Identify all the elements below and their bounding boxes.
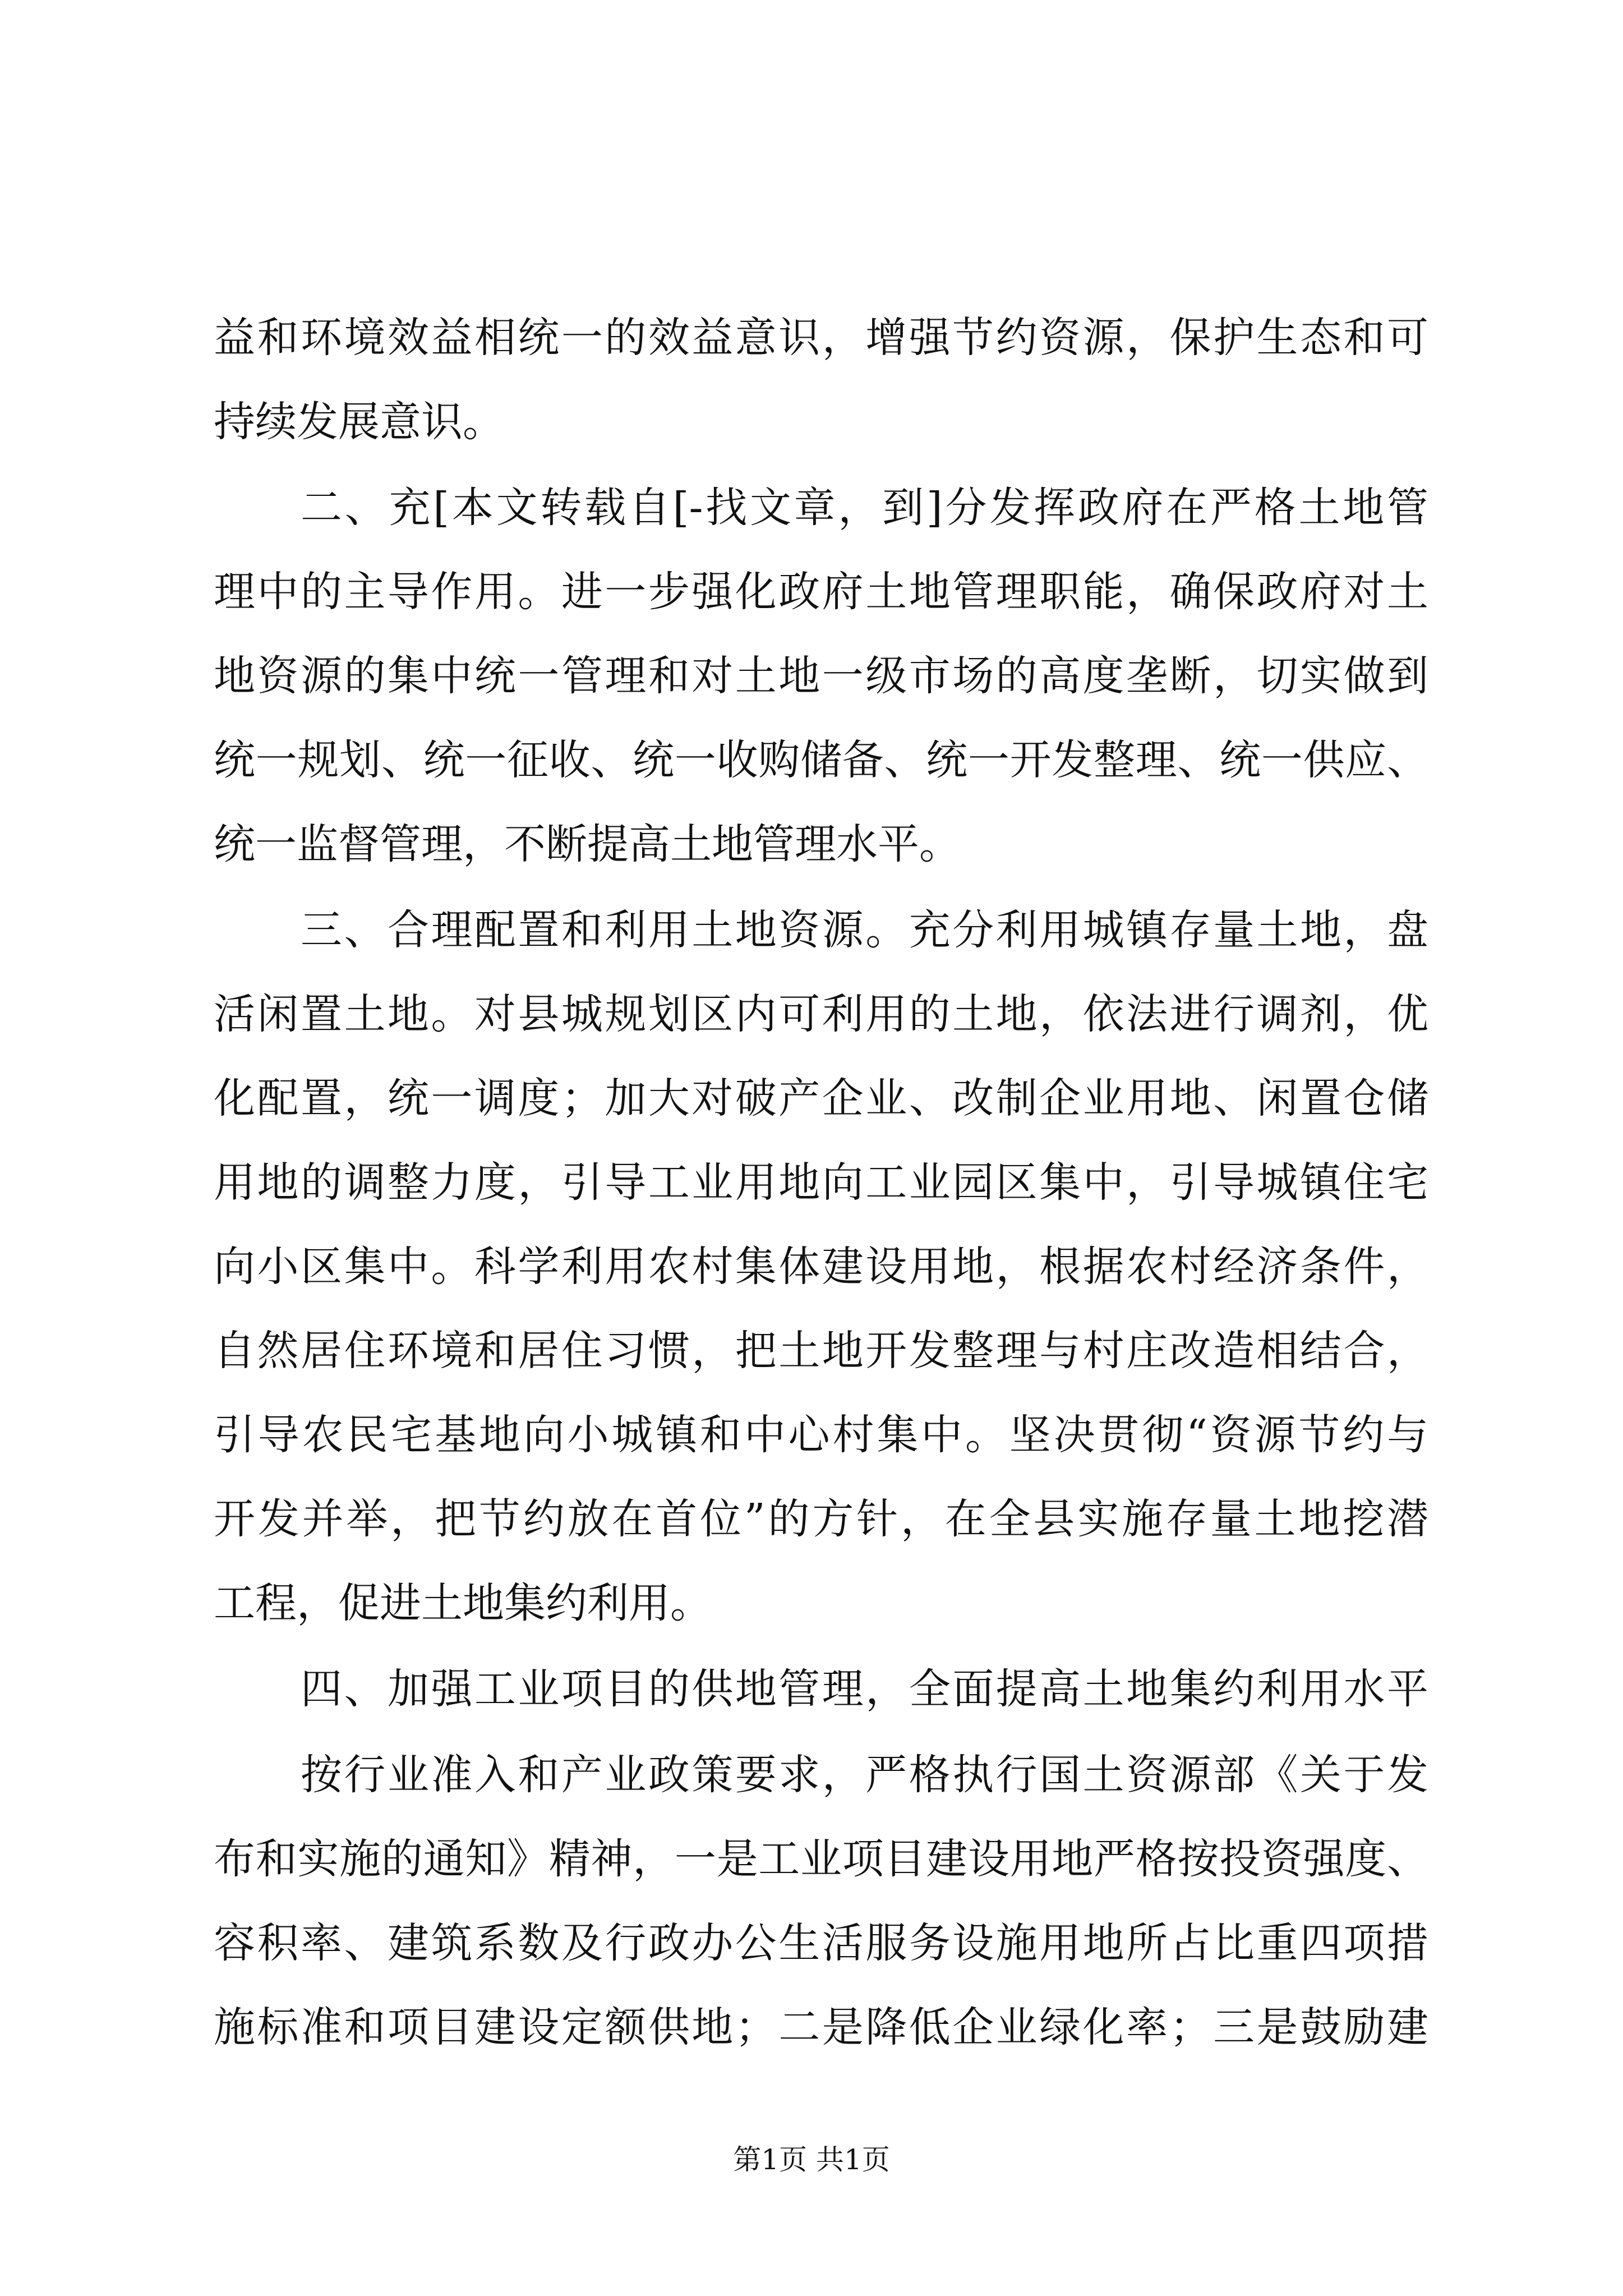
- body-text-line: 三、合理配置和利用土地资源。充分利用城镇存量土地，盘: [301, 906, 1428, 954]
- body-text-line: 布和实施的通知》精神，一是工业项目建设用地严格按投资强度、: [214, 1835, 1428, 1883]
- body-text-line: 施标准和项目建设定额供地；二是降低企业绿化率；三是鼓励建: [214, 2003, 1428, 2051]
- body-text-line: 地资源的集中统一管理和对土地一级市场的高度垄断，切实做到: [214, 652, 1428, 700]
- body-text-line: 理中的主导作用。进一步强化政府土地管理职能，确保政府对土: [214, 568, 1428, 616]
- paragraph: [214, 1733, 1428, 2069]
- paragraph: [214, 888, 1428, 1645]
- body-text-line: 统一监督管理，不断提高土地管理水平。: [214, 820, 961, 868]
- body-text-line: 工程，促进土地集约利用。: [214, 1579, 712, 1627]
- body-text-line: 益和环境效益相统一的效益意识，增强节约资源，保护生态和可: [214, 314, 1428, 362]
- body-text-line: 活闲置土地。对县城规划区内可利用的土地，依法进行调剂，优: [214, 990, 1428, 1038]
- body-text-line: 容积率、建筑系数及行政办公生活服务设施用地所占比重四项措: [214, 1919, 1428, 1967]
- paragraph: [214, 466, 1428, 886]
- body-text-line: 按行业准入和产业政策要求，严格执行国土资源部《关于发: [301, 1751, 1428, 1799]
- body-text-line: 化配置，统一调度；加大对破产企业、改制企业用地、闲置仓储: [214, 1074, 1428, 1122]
- section-heading: 四、加强工业项目的供地管理，全面提高土地集约利用水平: [301, 1665, 1428, 1713]
- body-text-line: 二、充[本文转载自[-找文章，到]分发挥政府在严格土地管: [301, 484, 1428, 532]
- body-text-line: 统一规划、统一征收、统一收购储备、统一开发整理、统一供应、: [214, 736, 1428, 784]
- paragraph: [214, 296, 1428, 464]
- body-text-line: 用地的调整力度，引导工业用地向工业园区集中，引导城镇住宅: [214, 1158, 1428, 1207]
- section-heading-paragraph: [214, 1647, 1428, 1731]
- body-text-line: 自然居住环境和居住习惯，把土地开发整理与村庄改造相结合，: [214, 1327, 1428, 1375]
- body-text-line: 向小区集中。科学利用农村集体建设用地，根据农村经济条件，: [214, 1243, 1428, 1291]
- body-text-line: 持续发展意识。: [214, 398, 504, 446]
- body-text-line: 引导农民宅基地向小城镇和中心村集中。坚决贯彻“资源节约与: [214, 1411, 1428, 1459]
- page-footer: 第1页 共1页: [733, 2143, 890, 2176]
- document-body: [214, 296, 1428, 2071]
- body-text-line: 开发并举，把节约放在首位”的方针，在全县实施存量土地挖潜: [214, 1495, 1428, 1543]
